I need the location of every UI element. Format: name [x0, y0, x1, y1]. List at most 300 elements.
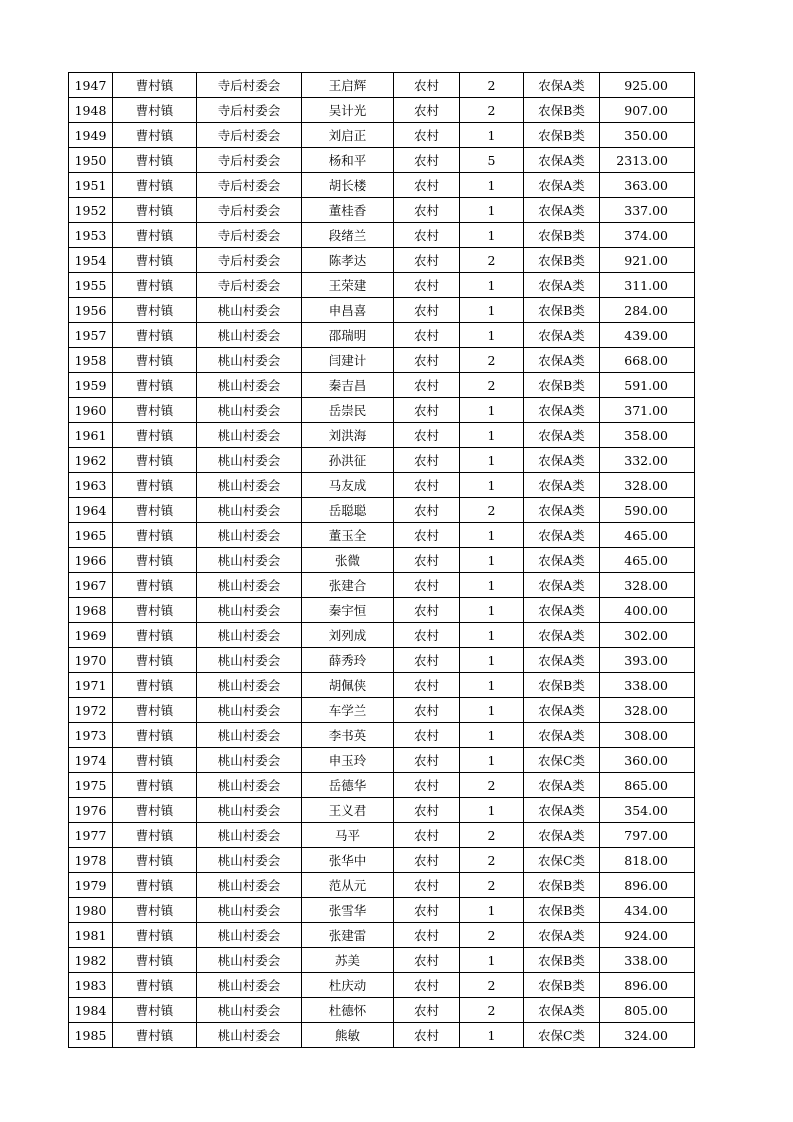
insurance-class-cell: 农保A类	[524, 523, 600, 548]
amount-cell: 308.00	[600, 723, 695, 748]
village-committee-cell: 桃山村委会	[197, 698, 302, 723]
town-cell: 曹村镇	[113, 498, 197, 523]
household-count-cell: 1	[460, 648, 524, 673]
insurance-class-cell: 农保A类	[524, 923, 600, 948]
amount-cell: 338.00	[600, 673, 695, 698]
town-cell: 曹村镇	[113, 323, 197, 348]
village-committee-cell: 桃山村委会	[197, 898, 302, 923]
table-row	[69, 523, 695, 548]
row-number-cell: 1965	[69, 523, 113, 548]
amount-cell: 328.00	[600, 573, 695, 598]
household-count-cell: 2	[460, 98, 524, 123]
name-cell: 陈孝达	[302, 248, 394, 273]
household-count-cell: 1	[460, 173, 524, 198]
household-count-cell: 1	[460, 948, 524, 973]
area-type-cell: 农村	[394, 948, 460, 973]
town-cell: 曹村镇	[113, 1023, 197, 1048]
name-cell: 范从元	[302, 873, 394, 898]
insurance-class-cell: 农保A类	[524, 698, 600, 723]
household-count-cell: 2	[460, 73, 524, 98]
amount-cell: 400.00	[600, 598, 695, 623]
amount-cell: 465.00	[600, 523, 695, 548]
insurance-class-cell: 农保A类	[524, 323, 600, 348]
town-cell: 曹村镇	[113, 548, 197, 573]
household-count-cell: 2	[460, 973, 524, 998]
table-row	[69, 498, 695, 523]
area-type-cell: 农村	[394, 473, 460, 498]
village-committee-cell: 桃山村委会	[197, 723, 302, 748]
town-cell: 曹村镇	[113, 623, 197, 648]
village-committee-cell: 桃山村委会	[197, 448, 302, 473]
town-cell: 曹村镇	[113, 923, 197, 948]
insurance-class-cell: 农保A类	[524, 598, 600, 623]
area-type-cell: 农村	[394, 398, 460, 423]
area-type-cell: 农村	[394, 648, 460, 673]
area-type-cell: 农村	[394, 798, 460, 823]
amount-cell: 465.00	[600, 548, 695, 573]
table-row	[69, 173, 695, 198]
row-number-cell: 1954	[69, 248, 113, 273]
table-row	[69, 123, 695, 148]
table-row	[69, 448, 695, 473]
insurance-class-cell: 农保A类	[524, 448, 600, 473]
name-cell: 胡长楼	[302, 173, 394, 198]
name-cell: 孙洪征	[302, 448, 394, 473]
amount-cell: 591.00	[600, 373, 695, 398]
row-number-cell: 1953	[69, 223, 113, 248]
household-count-cell: 2	[460, 348, 524, 373]
household-count-cell: 1	[460, 198, 524, 223]
insurance-class-cell: 农保B类	[524, 248, 600, 273]
name-cell: 张建雷	[302, 923, 394, 948]
area-type-cell: 农村	[394, 373, 460, 398]
amount-cell: 338.00	[600, 948, 695, 973]
table-row	[69, 1023, 695, 1048]
insurance-class-cell: 农保A类	[524, 348, 600, 373]
amount-cell: 668.00	[600, 348, 695, 373]
amount-cell: 332.00	[600, 448, 695, 473]
amount-cell: 354.00	[600, 798, 695, 823]
town-cell: 曹村镇	[113, 73, 197, 98]
amount-cell: 363.00	[600, 173, 695, 198]
row-number-cell: 1973	[69, 723, 113, 748]
name-cell: 张建合	[302, 573, 394, 598]
insurance-class-cell: 农保C类	[524, 748, 600, 773]
village-committee-cell: 桃山村委会	[197, 973, 302, 998]
row-number-cell: 1949	[69, 123, 113, 148]
table-body	[69, 73, 695, 1048]
table-row	[69, 223, 695, 248]
insurance-class-cell: 农保A类	[524, 148, 600, 173]
name-cell: 张华中	[302, 848, 394, 873]
row-number-cell: 1960	[69, 398, 113, 423]
town-cell: 曹村镇	[113, 773, 197, 798]
insurance-class-cell: 农保A类	[524, 548, 600, 573]
row-number-cell: 1983	[69, 973, 113, 998]
insurance-class-cell: 农保A类	[524, 423, 600, 448]
household-count-cell: 5	[460, 148, 524, 173]
table-row	[69, 98, 695, 123]
name-cell: 王启辉	[302, 73, 394, 98]
area-type-cell: 农村	[394, 123, 460, 148]
table-row	[69, 398, 695, 423]
area-type-cell: 农村	[394, 998, 460, 1023]
household-count-cell: 1	[460, 573, 524, 598]
insurance-class-cell: 农保A类	[524, 498, 600, 523]
row-number-cell: 1951	[69, 173, 113, 198]
village-committee-cell: 桃山村委会	[197, 923, 302, 948]
name-cell: 董玉全	[302, 523, 394, 548]
village-committee-cell: 寺后村委会	[197, 148, 302, 173]
amount-cell: 805.00	[600, 998, 695, 1023]
name-cell: 董桂香	[302, 198, 394, 223]
row-number-cell: 1978	[69, 848, 113, 873]
area-type-cell: 农村	[394, 598, 460, 623]
village-committee-cell: 桃山村委会	[197, 523, 302, 548]
village-committee-cell: 桃山村委会	[197, 948, 302, 973]
amount-cell: 328.00	[600, 473, 695, 498]
amount-cell: 337.00	[600, 198, 695, 223]
insurance-class-cell: 农保A类	[524, 998, 600, 1023]
town-cell: 曹村镇	[113, 848, 197, 873]
amount-cell: 590.00	[600, 498, 695, 523]
area-type-cell: 农村	[394, 573, 460, 598]
village-committee-cell: 寺后村委会	[197, 123, 302, 148]
row-number-cell: 1974	[69, 748, 113, 773]
insurance-class-cell: 农保B类	[524, 948, 600, 973]
row-number-cell: 1966	[69, 548, 113, 573]
table-row	[69, 73, 695, 98]
row-number-cell: 1962	[69, 448, 113, 473]
area-type-cell: 农村	[394, 523, 460, 548]
insurance-class-cell: 农保A类	[524, 798, 600, 823]
area-type-cell: 农村	[394, 548, 460, 573]
insurance-class-cell: 农保B类	[524, 298, 600, 323]
area-type-cell: 农村	[394, 973, 460, 998]
name-cell: 岳德华	[302, 773, 394, 798]
town-cell: 曹村镇	[113, 473, 197, 498]
area-type-cell: 农村	[394, 723, 460, 748]
area-type-cell: 农村	[394, 1023, 460, 1048]
village-committee-cell: 桃山村委会	[197, 498, 302, 523]
household-count-cell: 1	[460, 1023, 524, 1048]
insurance-class-cell: 农保A类	[524, 273, 600, 298]
area-type-cell: 农村	[394, 773, 460, 798]
table-row	[69, 623, 695, 648]
village-committee-cell: 桃山村委会	[197, 473, 302, 498]
household-count-cell: 1	[460, 673, 524, 698]
town-cell: 曹村镇	[113, 298, 197, 323]
village-committee-cell: 桃山村委会	[197, 573, 302, 598]
insurance-class-cell: 农保B类	[524, 873, 600, 898]
row-number-cell: 1970	[69, 648, 113, 673]
table-row	[69, 548, 695, 573]
table-row	[69, 248, 695, 273]
row-number-cell: 1961	[69, 423, 113, 448]
name-cell: 苏美	[302, 948, 394, 973]
row-number-cell: 1958	[69, 348, 113, 373]
village-committee-cell: 寺后村委会	[197, 198, 302, 223]
row-number-cell: 1952	[69, 198, 113, 223]
area-type-cell: 农村	[394, 223, 460, 248]
insurance-class-cell: 农保A类	[524, 773, 600, 798]
insurance-class-cell: 农保B类	[524, 898, 600, 923]
table-row	[69, 748, 695, 773]
insurance-class-cell: 农保B类	[524, 123, 600, 148]
household-count-cell: 1	[460, 223, 524, 248]
town-cell: 曹村镇	[113, 423, 197, 448]
area-type-cell: 农村	[394, 823, 460, 848]
area-type-cell: 农村	[394, 673, 460, 698]
town-cell: 曹村镇	[113, 448, 197, 473]
household-count-cell: 1	[460, 123, 524, 148]
name-cell: 张微	[302, 548, 394, 573]
table-row	[69, 848, 695, 873]
area-type-cell: 农村	[394, 73, 460, 98]
amount-cell: 2313.00	[600, 148, 695, 173]
town-cell: 曹村镇	[113, 273, 197, 298]
village-committee-cell: 桃山村委会	[197, 773, 302, 798]
town-cell: 曹村镇	[113, 248, 197, 273]
area-type-cell: 农村	[394, 448, 460, 473]
name-cell: 申玉玲	[302, 748, 394, 773]
town-cell: 曹村镇	[113, 98, 197, 123]
area-type-cell: 农村	[394, 848, 460, 873]
name-cell: 马平	[302, 823, 394, 848]
village-committee-cell: 桃山村委会	[197, 873, 302, 898]
household-count-cell: 1	[460, 448, 524, 473]
household-count-cell: 2	[460, 773, 524, 798]
area-type-cell: 农村	[394, 173, 460, 198]
row-number-cell: 1955	[69, 273, 113, 298]
relief-roster-table	[68, 72, 695, 1048]
amount-cell: 328.00	[600, 698, 695, 723]
row-number-cell: 1963	[69, 473, 113, 498]
row-number-cell: 1950	[69, 148, 113, 173]
amount-cell: 360.00	[600, 748, 695, 773]
name-cell: 胡佩侠	[302, 673, 394, 698]
amount-cell: 358.00	[600, 423, 695, 448]
name-cell: 刘洪海	[302, 423, 394, 448]
row-number-cell: 1977	[69, 823, 113, 848]
insurance-class-cell: 农保C类	[524, 848, 600, 873]
town-cell: 曹村镇	[113, 648, 197, 673]
town-cell: 曹村镇	[113, 223, 197, 248]
insurance-class-cell: 农保C类	[524, 1023, 600, 1048]
table-row	[69, 598, 695, 623]
row-number-cell: 1964	[69, 498, 113, 523]
table-row	[69, 823, 695, 848]
table-row	[69, 673, 695, 698]
amount-cell: 896.00	[600, 873, 695, 898]
row-number-cell: 1985	[69, 1023, 113, 1048]
village-committee-cell: 桃山村委会	[197, 848, 302, 873]
amount-cell: 896.00	[600, 973, 695, 998]
amount-cell: 434.00	[600, 898, 695, 923]
row-number-cell: 1969	[69, 623, 113, 648]
insurance-class-cell: 农保B类	[524, 673, 600, 698]
household-count-cell: 1	[460, 798, 524, 823]
household-count-cell: 2	[460, 498, 524, 523]
row-number-cell: 1948	[69, 98, 113, 123]
household-count-cell: 2	[460, 823, 524, 848]
insurance-class-cell: 农保A类	[524, 723, 600, 748]
village-committee-cell: 桃山村委会	[197, 1023, 302, 1048]
town-cell: 曹村镇	[113, 523, 197, 548]
row-number-cell: 1981	[69, 923, 113, 948]
name-cell: 杨和平	[302, 148, 394, 173]
insurance-class-cell: 农保B类	[524, 373, 600, 398]
area-type-cell: 农村	[394, 273, 460, 298]
row-number-cell: 1957	[69, 323, 113, 348]
town-cell: 曹村镇	[113, 973, 197, 998]
name-cell: 刘列成	[302, 623, 394, 648]
area-type-cell: 农村	[394, 873, 460, 898]
area-type-cell: 农村	[394, 248, 460, 273]
household-count-cell: 1	[460, 898, 524, 923]
insurance-class-cell: 农保B类	[524, 223, 600, 248]
name-cell: 邵瑞明	[302, 323, 394, 348]
name-cell: 薛秀玲	[302, 648, 394, 673]
area-type-cell: 农村	[394, 623, 460, 648]
amount-cell: 925.00	[600, 73, 695, 98]
village-committee-cell: 寺后村委会	[197, 273, 302, 298]
name-cell: 王荣建	[302, 273, 394, 298]
table-row	[69, 648, 695, 673]
name-cell: 杜庆动	[302, 973, 394, 998]
row-number-cell: 1980	[69, 898, 113, 923]
town-cell: 曹村镇	[113, 348, 197, 373]
amount-cell: 907.00	[600, 98, 695, 123]
town-cell: 曹村镇	[113, 373, 197, 398]
area-type-cell: 农村	[394, 423, 460, 448]
village-committee-cell: 桃山村委会	[197, 398, 302, 423]
town-cell: 曹村镇	[113, 398, 197, 423]
household-count-cell: 1	[460, 623, 524, 648]
household-count-cell: 1	[460, 698, 524, 723]
table-row	[69, 948, 695, 973]
name-cell: 闫建计	[302, 348, 394, 373]
area-type-cell: 农村	[394, 98, 460, 123]
insurance-class-cell: 农保A类	[524, 173, 600, 198]
village-committee-cell: 桃山村委会	[197, 298, 302, 323]
table-row	[69, 798, 695, 823]
area-type-cell: 农村	[394, 298, 460, 323]
household-count-cell: 2	[460, 373, 524, 398]
table-row	[69, 898, 695, 923]
amount-cell: 865.00	[600, 773, 695, 798]
town-cell: 曹村镇	[113, 573, 197, 598]
village-committee-cell: 寺后村委会	[197, 248, 302, 273]
town-cell: 曹村镇	[113, 948, 197, 973]
table-row	[69, 423, 695, 448]
amount-cell: 284.00	[600, 298, 695, 323]
town-cell: 曹村镇	[113, 173, 197, 198]
town-cell: 曹村镇	[113, 698, 197, 723]
row-number-cell: 1984	[69, 998, 113, 1023]
household-count-cell: 1	[460, 423, 524, 448]
name-cell: 李书英	[302, 723, 394, 748]
amount-cell: 797.00	[600, 823, 695, 848]
village-committee-cell: 桃山村委会	[197, 423, 302, 448]
area-type-cell: 农村	[394, 323, 460, 348]
town-cell: 曹村镇	[113, 673, 197, 698]
insurance-class-cell: 农保A类	[524, 473, 600, 498]
village-committee-cell: 桃山村委会	[197, 373, 302, 398]
insurance-class-cell: 农保B类	[524, 973, 600, 998]
table-row	[69, 373, 695, 398]
household-count-cell: 1	[460, 748, 524, 773]
town-cell: 曹村镇	[113, 723, 197, 748]
table-row	[69, 273, 695, 298]
row-number-cell: 1972	[69, 698, 113, 723]
table-row	[69, 573, 695, 598]
household-count-cell: 1	[460, 398, 524, 423]
area-type-cell: 农村	[394, 898, 460, 923]
area-type-cell: 农村	[394, 748, 460, 773]
village-committee-cell: 桃山村委会	[197, 348, 302, 373]
town-cell: 曹村镇	[113, 998, 197, 1023]
amount-cell: 324.00	[600, 1023, 695, 1048]
table-row	[69, 148, 695, 173]
table-row	[69, 923, 695, 948]
row-number-cell: 1956	[69, 298, 113, 323]
amount-cell: 311.00	[600, 273, 695, 298]
table-row	[69, 298, 695, 323]
row-number-cell: 1975	[69, 773, 113, 798]
amount-cell: 818.00	[600, 848, 695, 873]
village-committee-cell: 桃山村委会	[197, 748, 302, 773]
village-committee-cell: 桃山村委会	[197, 998, 302, 1023]
table-row	[69, 998, 695, 1023]
name-cell: 秦吉昌	[302, 373, 394, 398]
household-count-cell: 2	[460, 998, 524, 1023]
insurance-class-cell: 农保A类	[524, 573, 600, 598]
amount-cell: 393.00	[600, 648, 695, 673]
row-number-cell: 1971	[69, 673, 113, 698]
insurance-class-cell: 农保A类	[524, 648, 600, 673]
village-committee-cell: 桃山村委会	[197, 673, 302, 698]
area-type-cell: 农村	[394, 198, 460, 223]
area-type-cell: 农村	[394, 923, 460, 948]
town-cell: 曹村镇	[113, 748, 197, 773]
name-cell: 刘启正	[302, 123, 394, 148]
household-count-cell: 1	[460, 523, 524, 548]
row-number-cell: 1976	[69, 798, 113, 823]
town-cell: 曹村镇	[113, 898, 197, 923]
town-cell: 曹村镇	[113, 873, 197, 898]
household-count-cell: 2	[460, 873, 524, 898]
insurance-class-cell: 农保A类	[524, 623, 600, 648]
town-cell: 曹村镇	[113, 823, 197, 848]
name-cell: 杜德怀	[302, 998, 394, 1023]
name-cell: 岳崇民	[302, 398, 394, 423]
town-cell: 曹村镇	[113, 598, 197, 623]
insurance-class-cell: 农保A类	[524, 823, 600, 848]
name-cell: 熊敏	[302, 1023, 394, 1048]
household-count-cell: 2	[460, 248, 524, 273]
village-committee-cell: 寺后村委会	[197, 173, 302, 198]
amount-cell: 371.00	[600, 398, 695, 423]
village-committee-cell: 桃山村委会	[197, 623, 302, 648]
insurance-class-cell: 农保A类	[524, 398, 600, 423]
village-committee-cell: 桃山村委会	[197, 323, 302, 348]
table-row	[69, 873, 695, 898]
area-type-cell: 农村	[394, 698, 460, 723]
row-number-cell: 1959	[69, 373, 113, 398]
name-cell: 秦宇恒	[302, 598, 394, 623]
table-row	[69, 723, 695, 748]
